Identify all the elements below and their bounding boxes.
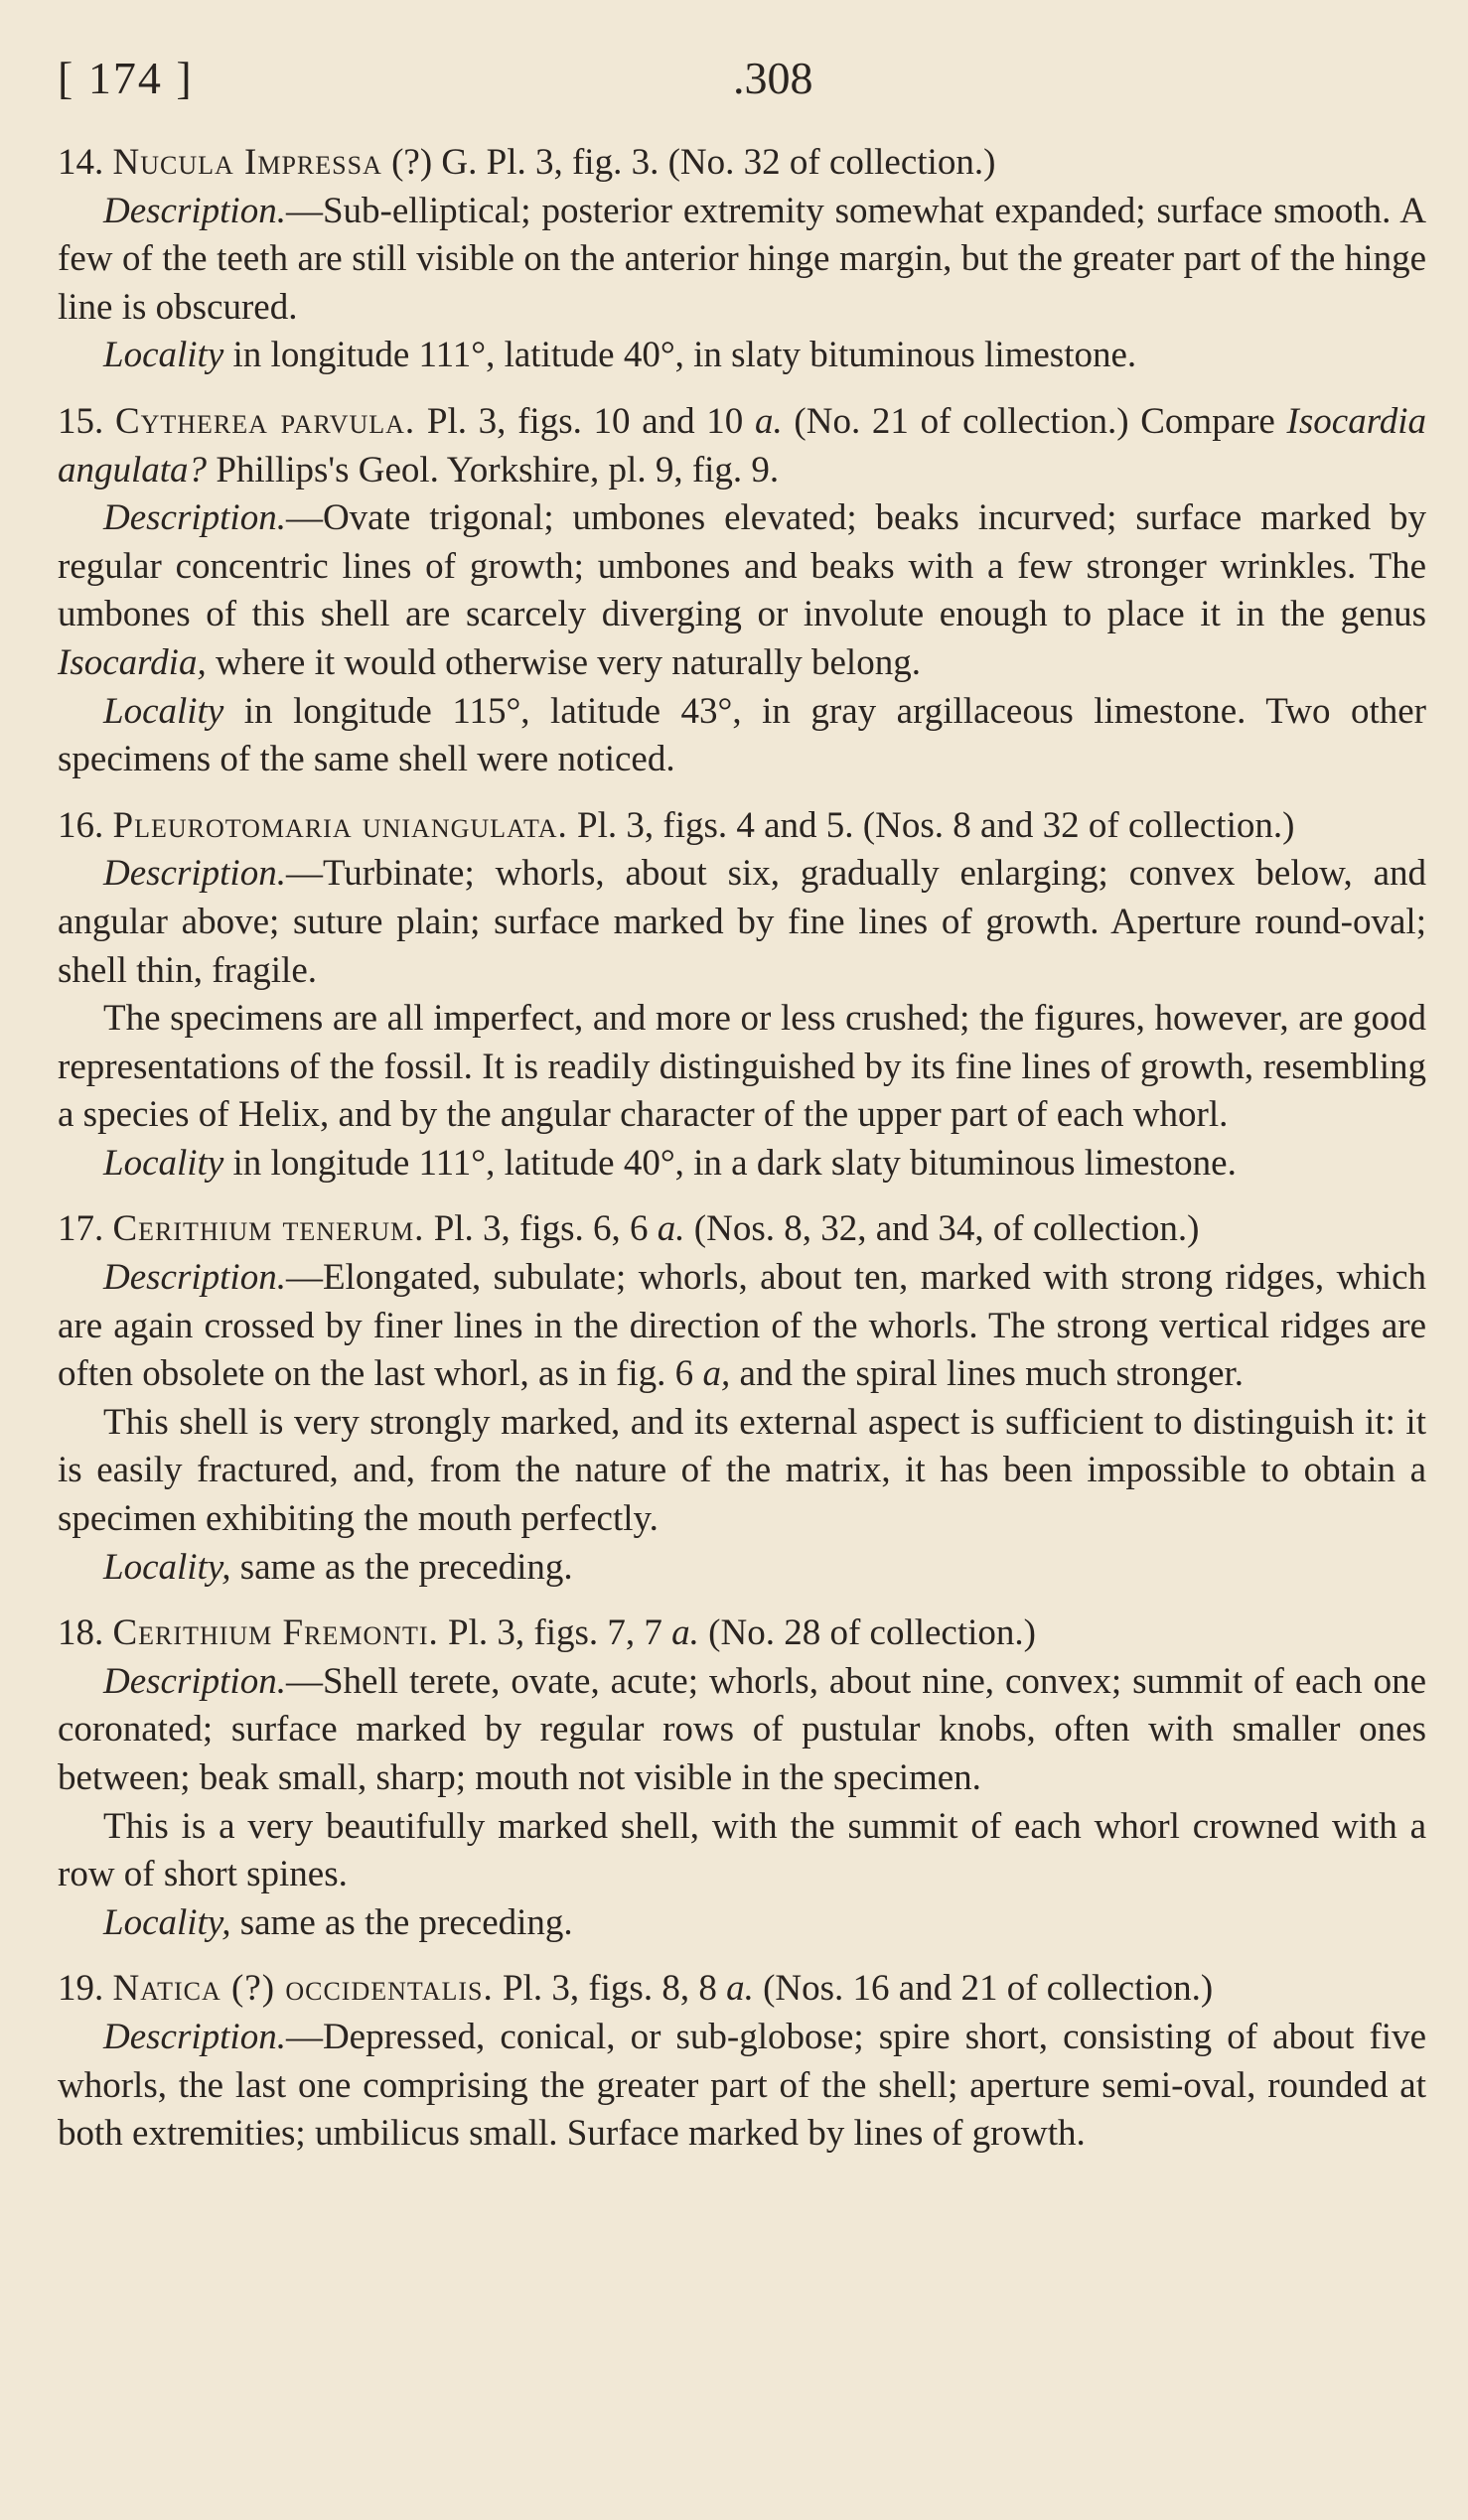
bracketed-page-number: [ 174 ] <box>58 53 194 103</box>
entry-paragraph <box>58 2014 1426 2159</box>
italic-text: Locality, <box>103 1901 231 1943</box>
text-run: same as the preceding. <box>230 1901 573 1943</box>
species-heading <box>58 1965 1426 2014</box>
text-run: —Elongated, subulate; whorls, about ten, marked with strong ridges, which are again crossed by finer lines in the direction of the whorls. The strong vertical ridges are often obsolete on the last whorl, as in fig. 6 <box>58 1257 1426 1395</box>
italic-text: a. <box>755 400 783 442</box>
text-run: (Nos. 8, 32, and 34, of collection.) <box>684 1208 1200 1250</box>
text-run: 19. <box>58 1968 113 2010</box>
text-run: 17. <box>58 1208 113 1250</box>
species-heading <box>58 1610 1426 1658</box>
italic-text: a. <box>726 1968 754 2010</box>
italic-text: Locality <box>103 335 224 376</box>
text-run: (Nos. 16 and 21 of collection.) <box>753 1968 1214 2010</box>
italic-text: Description. <box>103 497 286 539</box>
entry-paragraph <box>58 1658 1426 1803</box>
species-name: Pleurotomaria uniangulata. <box>112 804 568 846</box>
text-run: Pl. 3, figs. 6, 6 <box>424 1208 658 1250</box>
italic-text: Description. <box>103 190 286 231</box>
italic-text: Locality <box>103 1142 224 1184</box>
body-text <box>58 139 1426 2159</box>
text-run: —Depressed, conical, or sub-globose; spire short, consisting of about five whorls, the last one comprising the greater part of the shell; aperture semi-oval, rounded at both extremities; umbilicus small. Surface marked by lines of growth. <box>58 2016 1426 2155</box>
species-entry <box>58 802 1426 1189</box>
species-name: Cerithium Fremonti. <box>112 1612 439 1654</box>
entry-paragraph <box>58 1399 1426 1544</box>
entry-paragraph <box>58 332 1426 380</box>
text-run: This is a very beautifully marked shell, with the summit of each whorl crowned with a row of short spines. <box>58 1805 1426 1895</box>
entry-paragraph <box>58 1140 1426 1189</box>
italic-text: a. <box>671 1612 699 1654</box>
entry-paragraph <box>58 850 1426 995</box>
species-heading <box>58 1205 1426 1254</box>
species-entry <box>58 139 1426 380</box>
text-run: in longitude 115°, latitude 43°, in gray argillaceous limestone. Two other specimens of the same shell were noticed. <box>58 690 1426 780</box>
italic-text: Locality, <box>103 1546 231 1588</box>
species-heading <box>58 802 1426 851</box>
text-run: (No. 28 of collection.) <box>698 1612 1036 1654</box>
entry-paragraph <box>58 995 1426 1140</box>
text-run: The specimens are all imperfect, and more or less crushed; the figures, however, are good representations of the fossil. It is readily distinguished by its fine lines of growth, resembling a species of Helix, and by the angular character of the upper part of each whorl. <box>58 998 1426 1136</box>
italic-text: Description. <box>103 1257 286 1299</box>
text-run: —Turbinate; whorls, about six, gradually enlarging; convex below, and angular above; suture plain; surface marked by fine lines of growth. Aperture round-oval; shell thin, fragile. <box>58 853 1426 991</box>
species-entry <box>58 398 1426 784</box>
page-header <box>58 48 1426 139</box>
species-entry <box>58 1610 1426 1947</box>
italic-text: a. <box>657 1208 685 1250</box>
entry-paragraph <box>58 1254 1426 1399</box>
text-run: where it would otherwise very naturally belong. <box>206 641 921 683</box>
text-run: —Ovate trigonal; umbones elevated; beaks incurved; surface marked by regular concentric lines of growth; umbones and beaks with a few stronger wrinkles. The umbones of this shell are scarcely diverging or involute enough to place it in the genus <box>58 497 1426 635</box>
page-number: .308 <box>733 53 813 103</box>
entry-paragraph <box>58 494 1426 687</box>
text-run: Pl. 3, figs. 8, 8 <box>493 1968 727 2010</box>
species-name: Natica (?) occidentalis. <box>112 1968 494 2010</box>
italic-text: Description. <box>103 1660 286 1702</box>
entry-paragraph <box>58 1544 1426 1593</box>
species-heading <box>58 139 1426 188</box>
entry-paragraph <box>58 1803 1426 1899</box>
entry-paragraph <box>58 1899 1426 1948</box>
text-run: 16. <box>58 804 113 846</box>
text-run: Pl. 3, figs. 4 and 5. (Nos. 8 and 32 of collection.) <box>567 804 1295 846</box>
entry-paragraph <box>58 688 1426 784</box>
text-run: —Shell terete, ovate, acute; whorls, about nine, convex; summit of each one coronated; surface marked by regular rows of pustular knobs, often with smaller ones between; beak small, sharp; mouth not visible in the specimen. <box>58 1660 1426 1798</box>
text-run: 14. <box>58 142 113 183</box>
species-heading <box>58 398 1426 494</box>
italic-text: Isocardia, <box>58 641 207 683</box>
species-name: Cytherea parvula. <box>114 400 416 442</box>
species-name: Cerithium tenerum. <box>112 1208 425 1250</box>
species-name: Nucula Impressa <box>112 142 382 183</box>
text-run: and the spiral lines much stronger. <box>730 1353 1245 1395</box>
species-entry <box>58 1965 1426 2158</box>
italic-text: Isocardia angulata? <box>58 400 1426 490</box>
italic-text: Description. <box>103 853 286 895</box>
text-run: Pl. 3, figs. 7, 7 <box>438 1612 672 1654</box>
text-run: in longitude 111°, latitude 40°, in a dark slaty bituminous limestone. <box>223 1142 1237 1184</box>
italic-text: Description. <box>103 2016 286 2057</box>
text-run: This shell is very strongly marked, and its external aspect is sufficient to distinguish it: it is easily fractured, and, from the nature of the matrix, it has been impossible to obtain a specimen exhibiting the mouth perfectly. <box>58 1401 1426 1540</box>
species-entry <box>58 1205 1426 1592</box>
text-run: same as the preceding. <box>230 1546 573 1588</box>
italic-text: Locality <box>103 690 224 732</box>
text-run: (No. 21 of collection.) Compare <box>782 400 1287 442</box>
italic-text: a, <box>702 1353 731 1395</box>
text-run: Phillips's Geol. Yorkshire, pl. 9, fig. 9. <box>207 449 780 490</box>
text-run: 18. <box>58 1612 113 1654</box>
entry-paragraph <box>58 188 1426 333</box>
text-run: Pl. 3, figs. 10 and 10 <box>415 400 755 442</box>
text-run: in longitude 111°, latitude 40°, in slaty bituminous limestone. <box>223 335 1137 376</box>
text-run: —Sub-elliptical; posterior extremity somewhat expanded; surface smooth. A few of the teeth are still visible on the anterior hinge margin, but the greater part of the hinge line is obscured. <box>58 190 1426 328</box>
text-run: (?) G. Pl. 3, fig. 3. (No. 32 of collection.) <box>381 142 996 183</box>
text-run: 15. <box>58 400 115 442</box>
